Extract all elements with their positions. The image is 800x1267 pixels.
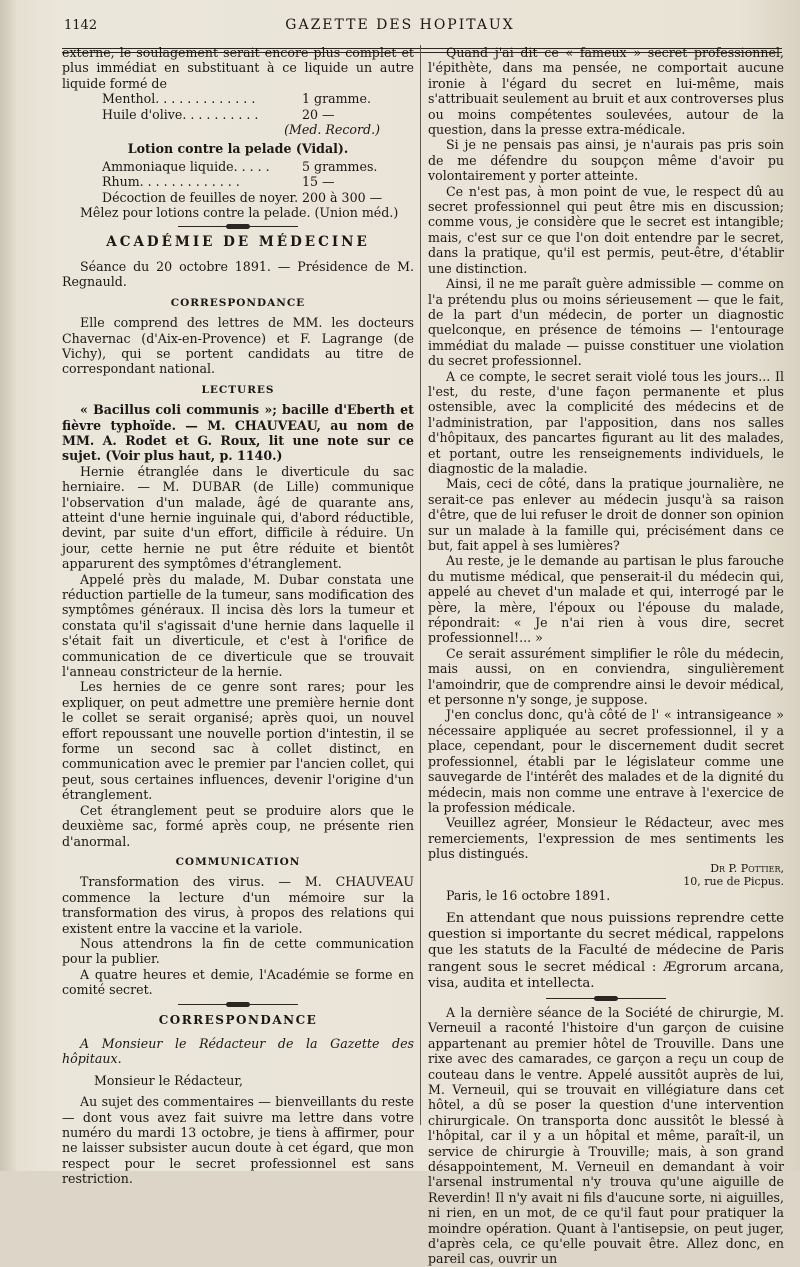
quantity: 20 — (302, 106, 335, 122)
ingredient: Menthol. . . . . . . . . . . . . (102, 91, 256, 107)
page-number: 1142 (64, 18, 98, 33)
ingredient: Rhum. . . . . . . . . . . . . (102, 174, 240, 190)
recipe-line (62, 107, 414, 122)
paragraph: Au sujet des commentaires — bienveillants du reste — dont vous avez fait suivre ma lettre dans votre numéro du mardi 13 octobre, je tiens à affirmer, pour ne laisser subsister aucun doute à cet égard, que mon respect pour le secret professionnel est sans restriction. (62, 1094, 414, 1187)
signature-block (428, 862, 784, 888)
paragraph: Mêlez pour lotions contre la pelade. (Union méd.) (80, 205, 399, 221)
paragraph: A ce compte, le secret serait violé tous les jours... Il l'est, du reste, d'une façon permanente et plus ostensible, avec la complicité des médecins et de l'administration, par l'apposition, dans nos salles d'hôpitaux, des pancartes figurant au lit des malades, et portant, outre les renseignements individuels, le diagnostic de la maladie. (428, 368, 784, 476)
running-title: GAZETTE DES HOPITAUX (285, 17, 515, 33)
separator-ornament (178, 226, 298, 227)
signature-address: 10, rue de Picpus. (683, 874, 784, 888)
paragraph: A quatre heures et demie, l'Académie se forme en comité secret. (62, 966, 414, 998)
paragraph: Quand j'ai dit ce « fameux » secret professionnel, l'épithète, dans ma pensée, ne comportait aucune ironie à l'égard du secret en lui-même, mais s'attribuait seulement au bruit et aux controverses plus ou moins compétentes soulevées, autour de la question, dans la presse extra-médicale. (428, 45, 784, 138)
paragraph: Au reste, je le demande au partisan le plus farouche du mutisme médical, que penserait-il du médecin qui, appelé au chevet d'un malade et qui, interrogé par le père, la mère, l'époux ou l'épouse du malade, répondrait: « Je n'ai rien à vous dire, secret professionnel!... » (428, 553, 784, 646)
letter-address: A Monsieur le Rédacteur de la Gazette des hôpitaux. (62, 1035, 414, 1067)
place-date: Paris, le 16 octobre 1891. (446, 887, 611, 903)
paragraph: Les hernies de ce genre sont rares; pour les expliquer, on peut admettre une première hernie dont le collet se serait organisé; après quoi, un nouvel effort repoussant une nouvelle portion d'intestin, il se forme un second sac à collet distinct, en communication avec le premier par l'ancien collet, qui peut, sous certaines influences, devenir l'origine d'un étranglement. (62, 679, 414, 803)
paragraph: Mais, ceci de côté, dans la pratique journalière, ne serait-ce pas enlever au médecin jusqu'à sa raison d'être, que de lui refuser le droit de donner son opinion sur un malade à la famille qui, précisément dans ce but, fait appel à ses lumières? (428, 476, 784, 553)
paragraph: externe, le soulagement serait encore plus complet et plus immédiat en substituant à ce liquide un autre liquide formé de (62, 45, 414, 91)
paragraph: Ce serait assurément simplifier le rôle du médecin, mais aussi, on en conviendra, singulièrement l'amoindrir, que de comprendre ainsi le devoir médical, et personne n'y songe, je suppose. (428, 645, 784, 708)
page-header (0, 12, 800, 42)
quantity: 15 — (302, 174, 335, 190)
quantity: 200 à 300 — (302, 189, 383, 205)
column-divider (420, 45, 421, 1125)
right-column (428, 45, 784, 1267)
ingredient: Décoction de feuilles de noyer. (102, 189, 299, 205)
signature: Dr P. Pottier, (710, 861, 784, 875)
quantity: 5 grammes. (302, 158, 378, 174)
left-column (62, 45, 414, 1187)
separator-ornament (546, 998, 666, 999)
subheading-correspondance: CORRESPONDANCE (170, 296, 306, 309)
recipe-line (62, 190, 414, 205)
lotion-title: Lotion contre la pelade (Vidal). (127, 141, 349, 157)
recipe-line (62, 91, 414, 106)
paragraph: Hernie étranglée dans le diverticule du sac herniaire. — M. DUBAR (de Lille) communique l'observation d'un malade, âgé de quarante ans, atteint d'une hernie inguinale qui, d'abord réductible, devint, par suite d'un effort, difficile à réduire. Un jour, cette hernie ne put être réduite et bientôt apparurent des symptômes d'étranglement. (62, 463, 414, 572)
paragraph: Ainsi, il ne me paraît guère admissible — comme on l'a prétendu plus ou moins sérieusement — que le fait, de la part d'un médecin, de porter un diagnostic quelconque, en présence de témoins — l'entourage immédiat du malade — puisse constituer une violation du secret professionnel. (428, 276, 784, 369)
paragraph: « Bacillus coli communis »; bacille d'Eberth et fièvre typhoïde. — M. CHAUVEAU, au nom de MM. A. Rodet et G. Roux, lit une note sur ce sujet. (Voir plus haut, p. 1140.) (62, 402, 414, 464)
section-heading-correspondance: CORRESPONDANCE (158, 1012, 318, 1027)
paragraph: A la dernière séance de la Société de chirurgie, M. Verneuil a raconté l'histoire d'un garçon de cuisine appartenant au premier hôtel de Trouville. Dans une rixe avec des camarades, ce garçon a reçu un coup de couteau dans le ventre. Appelé aussitôt auprès de lui, M. Verneuil, qui se trouvait en villégiature dans cet hôtel, a dû se poser la question d'une intervention chirurgicale. On transporta donc aussitôt le blessé à l'hôpital, car il y a un hôpital et même, paraît-il, un service de chirurgie à Trouville; mais, à son grand désappointement, M. Verneuil en demandant à voir l'arsenal instrumental n'y trouva qu'une aiguille de Reverdin! Il n'y avait ni fils d'aucune sorte, ni aiguilles, ni rien, en un mot, de ce qu'il faut pour pratiquer la moindre opération. Quant à l'antisepsie, on peut juger, d'après cela, ce qu'elle pouvait être. Allez donc, en pareil cas, ouvrir un (428, 1004, 784, 1267)
recipe-menthol (62, 91, 414, 122)
recipe-line (62, 159, 414, 174)
paragraph: Elle comprend des lettres de MM. les docteurs Chavernac (d'Aix-en-Provence) et F. Lagrange (de Vichy), qui se portent candidats au titre de correspondant national. (62, 315, 414, 377)
paragraph: J'en conclus donc, qu'à côté de l' « intransigeance » nécessaire appliquée au secret professionnel, il y a place, cependant, pour le discernement dudit secret professionnel, établi par le législateur comme une sauvegarde de l'intérêt des malades et de la dignité du médecin, mais non comme une entrave à l'exercice de la profession médicale. (428, 707, 784, 815)
paragraph: Nous attendrons la fin de cette communication pour la publier. (62, 935, 414, 967)
recipe-line (62, 174, 414, 189)
quantity: 1 gramme. (302, 91, 371, 107)
paragraph: Cet étranglement peut se produire alors que le deuxième sac, formé après coup, ne présente rien d'anormal. (62, 802, 414, 849)
session-line: Séance du 20 octobre 1891. — Présidence de M. Regnauld. (62, 258, 414, 290)
source-citation: (Med. Record.) (284, 122, 380, 138)
paragraph: Veuillez agréer, Monsieur le Rédacteur, avec mes remerciements, l'expression de mes sentiments les plus distingués. (428, 815, 784, 862)
editorial-note: En attendant que nous puissions reprendre cette question si importante du secret médical, rappelons que les statuts de la Faculté de médecine de Paris rangent sous le secret médical : Ægrorum arcana, visa, audita et intellecta. (428, 910, 784, 991)
letter-salutation: Monsieur le Rédacteur, (94, 1072, 243, 1088)
paragraph: Si je ne pensais pas ainsi, je n'aurais pas pris soin de me défendre du soupçon même d'avoir pu volontairement y porter atteinte. (428, 137, 784, 184)
ingredient: Huile d'olive. . . . . . . . . . (102, 106, 259, 122)
paragraph: Appelé près du malade, M. Dubar constata une réduction partielle de la tumeur, sans modification des symptômes généraux. Il incisa dès lors la tumeur et constata qu'il s'agissait d'une hernie dans laquelle il s'était fait un diverticule, et c'est à l'orifice de communication de ce diverticule que se trouvait l'anneau constricteur de la hernie. (62, 571, 414, 680)
subheading-communication: COMMUNICATION (175, 855, 301, 868)
paragraph: Ce n'est pas, à mon point de vue, le respect dû au secret professionnel qui peut être mis en discussion; comme vous, je considère que le secret est intangible; mais, c'est sur ce que l'on doit entendre par le secret, dans la pratique, qu'il est permis, peut-être, d'établir une distinction. (428, 183, 784, 276)
subheading-lectures: LECTURES (201, 383, 275, 396)
section-heading-academie: ACADÉMIE DE MÉDECINE (106, 234, 370, 251)
paragraph: Transformation des virus. — M. CHAUVEAU commence la lecture d'un mémoire sur la transformation des virus, à propos des relations qui existent entre la vaccine et la variole. (62, 874, 414, 936)
separator-ornament (178, 1004, 298, 1005)
ingredient: Ammoniaque liquide. . . . . (102, 158, 270, 174)
recipe-lotion (62, 159, 414, 205)
